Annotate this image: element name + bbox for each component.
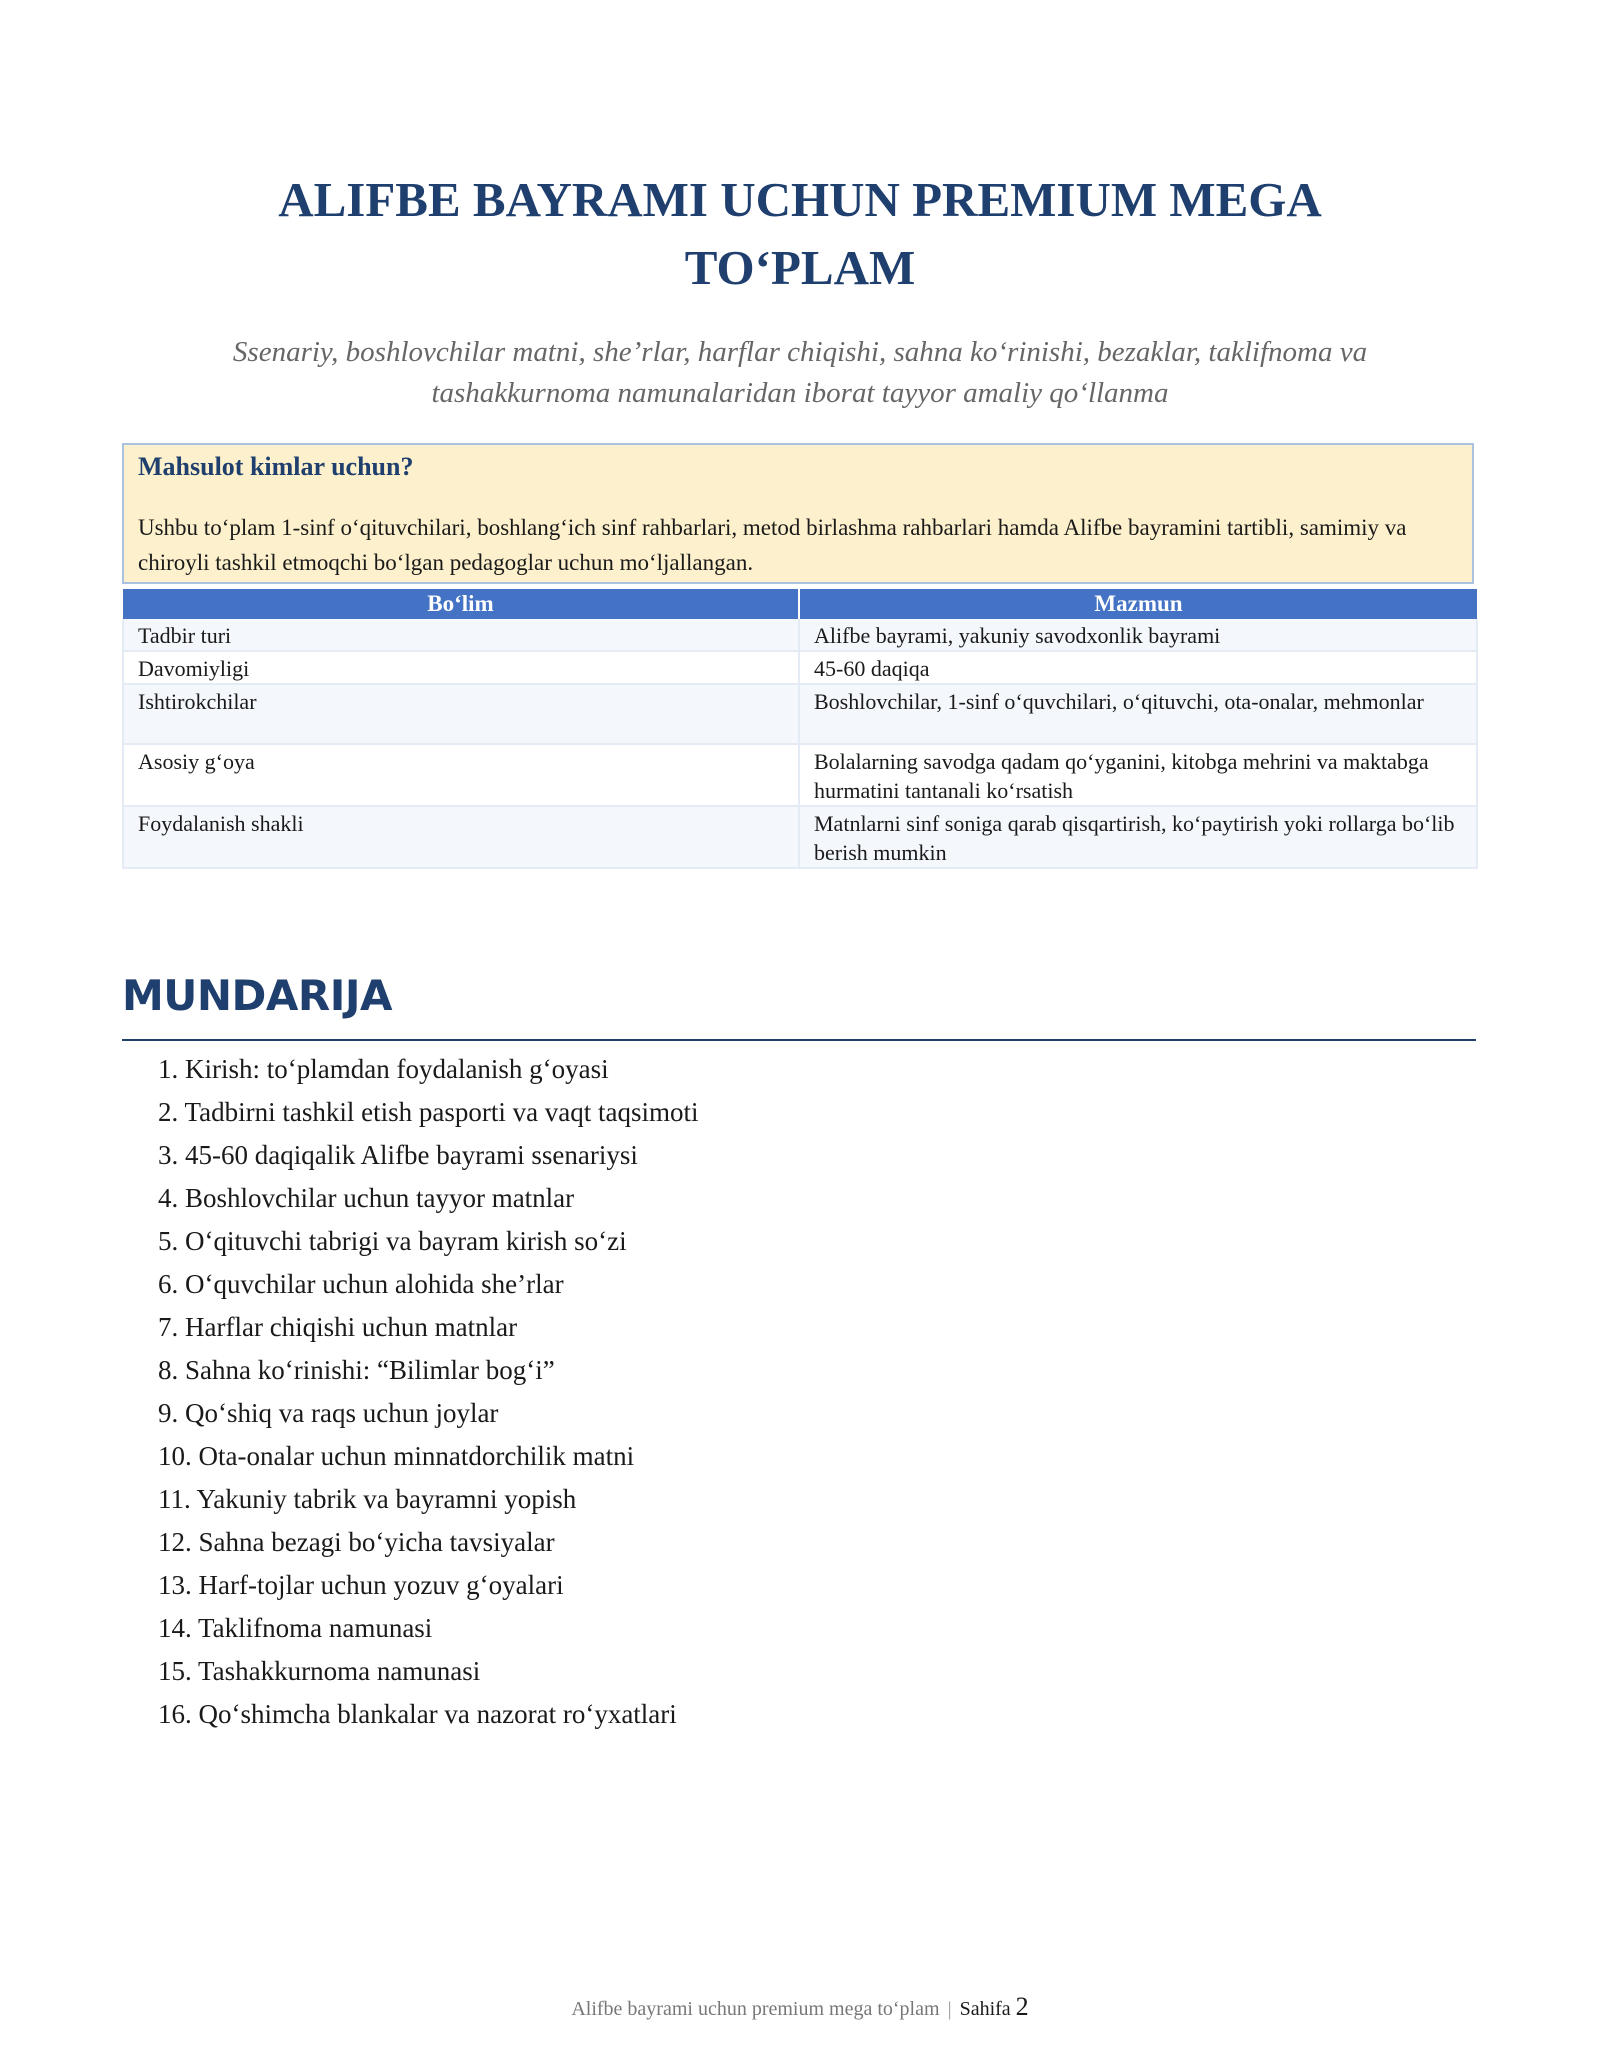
footer-document-name: Alifbe bayrami uchun premium mega to‘plam: [571, 1998, 940, 2020]
table-cell: 45-60 daqiqa: [799, 651, 1477, 684]
table-row: [123, 684, 1477, 744]
toc-item: 7. Harflar chiqishi uchun matnlar: [158, 1312, 518, 1342]
document-title: [122, 166, 1478, 302]
table-row: [123, 806, 1477, 868]
toc-item: 8. Sahna ko‘rinishi: “Bilimlar bog‘i”: [158, 1355, 555, 1385]
document-subtitle: Ssenariy, boshlovchilar matni, she’rlar, harflar chiqishi, sahna ko‘rinishi, bezaklar, taklifnoma va tashakkurnoma namunalaridan iborat tayyor amaliy qo‘llanma: [232, 336, 1368, 409]
footer-page-number: 2: [1015, 1992, 1029, 2021]
toc-item: 3. 45-60 daqiqalik Alifbe bayrami ssenariysi: [158, 1140, 638, 1170]
table-row: [123, 651, 1477, 684]
toc-list: [158, 1048, 1458, 1736]
table-cell: Alifbe bayrami, yakuniy savodxonlik bayrami: [799, 619, 1477, 651]
audience-info-box: [122, 443, 1474, 584]
table-cell: Tadbir turi: [123, 619, 799, 651]
table-cell: Davomiyligi: [123, 651, 799, 684]
info-box-heading: Mahsulot kimlar uchun?: [138, 452, 414, 481]
table-cell: Bolalarning savodga qadam qo‘yganini, kitobga mehrini va maktabga hurmatini tantanali ko‘rsatish: [799, 744, 1477, 806]
toc-item: 1. Kirish: to‘plamdan foydalanish g‘oyasi: [158, 1054, 609, 1084]
table-header-content: Mazmun: [799, 589, 1477, 619]
table-row: [123, 619, 1477, 651]
table-header-section: Bo‘lim: [123, 589, 799, 619]
page-footer: [0, 1990, 1600, 2026]
footer-page-label: Sahifa: [959, 1998, 1011, 2020]
table-header-row: [123, 589, 1477, 619]
toc-item: 6. O‘quvchilar uchun alohida she’rlar: [158, 1269, 564, 1299]
document-title-line2: TO‘PLAM: [684, 240, 916, 295]
info-box-body: Ushbu to‘plam 1-sinf o‘qituvchilari, boshlang‘ich sinf rahbarlari, metod birlashma rahbarlari hamda Alifbe bayramini tartibli, samimiy va chiroyli tashkil etmoqchi bo‘lgan pedagoglar uchun mo‘ljallangan.: [138, 515, 1407, 575]
toc-item: 11. Yakuniy tabrik va bayramni yopish: [158, 1484, 577, 1514]
toc-item: 5. O‘qituvchi tabrigi va bayram kirish so‘zi: [158, 1226, 627, 1256]
table-cell: Asosiy g‘oya: [123, 744, 799, 806]
toc-item: 9. Qo‘shiq va raqs uchun joylar: [158, 1398, 499, 1428]
table-cell: Boshlovchilar, 1-sinf o‘quvchilari, o‘qituvchi, ota-onalar, mehmonlar: [799, 684, 1477, 744]
table-cell: Foydalanish shakli: [123, 806, 799, 868]
document-title-line1: ALIFBE BAYRAMI UCHUN PREMIUM MEGA: [278, 172, 1322, 227]
table-row: [123, 744, 1477, 806]
table-cell: Matnlarni sinf soniga qarab qisqartirish, ko‘paytirish yoki rollarga bo‘lib berish mumkin: [799, 806, 1477, 868]
toc-item: 14. Taklifnoma namunasi: [158, 1613, 433, 1643]
table-cell: Ishtirokchilar: [123, 684, 799, 744]
toc-item: 15. Tashakkurnoma namunasi: [158, 1656, 481, 1686]
toc-divider: [122, 1039, 1476, 1041]
footer-separator: |: [947, 1998, 952, 2020]
toc-heading: MUNDARIJA: [122, 971, 393, 1020]
toc-item: 16. Qo‘shimcha blankalar va nazorat ro‘yxatlari: [158, 1699, 677, 1729]
toc-item: 12. Sahna bezagi bo‘yicha tavsiyalar: [158, 1527, 555, 1557]
toc-item: 10. Ota-onalar uchun minnatdorchilik matni: [158, 1441, 635, 1471]
toc-item: 13. Harf-tojlar uchun yozuv g‘oyalari: [158, 1570, 564, 1600]
toc-item: 4. Boshlovchilar uchun tayyor matnlar: [158, 1183, 575, 1213]
toc-item: 2. Tadbirni tashkil etish pasporti va vaqt taqsimoti: [158, 1097, 699, 1127]
event-specs-table: [122, 589, 1478, 869]
